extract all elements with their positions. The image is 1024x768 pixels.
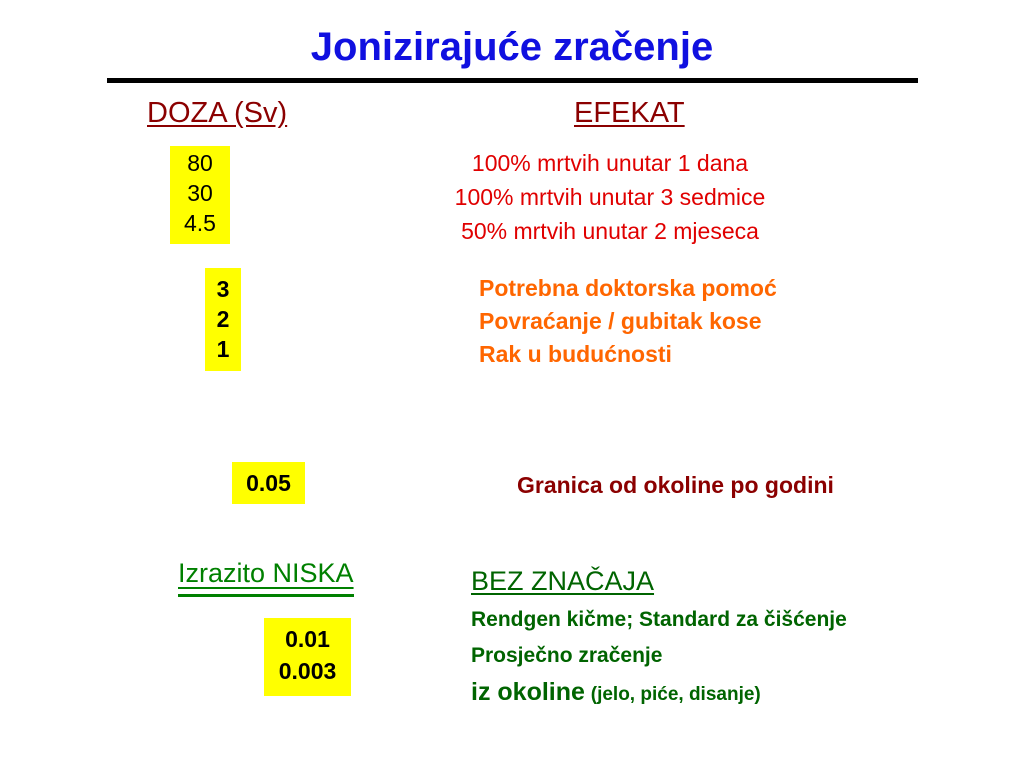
- slide-title: Jonizirajuće zračenje: [310, 25, 714, 69]
- lethal-effects: [400, 146, 820, 248]
- moderate-dose-box: [205, 268, 241, 371]
- example-line: Rendgen kičme; Standard za čišćenje: [471, 608, 847, 631]
- effect-line: Rak u budućnosti: [479, 341, 672, 367]
- example-note-text: (jelo, piće, disanje): [590, 684, 761, 705]
- moderate-effects: [479, 272, 777, 371]
- effect-column-header: EFEKAT: [574, 97, 685, 129]
- background-limit-dose-box: 0.05: [232, 462, 305, 504]
- low-dose-box: [264, 618, 351, 696]
- dose-value: 0.01: [285, 626, 330, 652]
- dose-value: 80: [187, 150, 213, 176]
- example-main-text: iz okoline: [471, 678, 585, 706]
- title-divider: [107, 78, 918, 83]
- example-line: Prosječno zračenje: [471, 644, 663, 667]
- low-dose-examples: [471, 602, 847, 713]
- lethal-dose-box: [170, 146, 230, 244]
- effect-line: 100% mrtvih unutar 3 sedmice: [454, 184, 766, 210]
- no-significance-heading: BEZ ZNAČAJA: [471, 566, 655, 596]
- dose-value: 4.5: [184, 210, 216, 236]
- dose-value: 2: [216, 306, 230, 332]
- effect-line: 100% mrtvih unutar 1 dana: [471, 150, 749, 176]
- dose-value: 30: [187, 180, 213, 206]
- dose-value: 3: [216, 276, 230, 302]
- effect-line: Povraćanje / gubitak kose: [479, 308, 762, 334]
- dose-value: 1: [216, 336, 230, 362]
- effect-line: Potrebna doktorska pomoć: [479, 275, 777, 301]
- effect-line: 50% mrtvih unutar 2 mjeseca: [461, 218, 759, 244]
- dose-column-header: DOZA (Sv): [147, 97, 288, 129]
- dose-value: 0.003: [278, 658, 337, 684]
- example-line-last: [471, 674, 847, 713]
- background-limit-effect: Granica od okoline po godini: [517, 472, 834, 498]
- very-low-label: Izrazito NISKA: [178, 556, 354, 597]
